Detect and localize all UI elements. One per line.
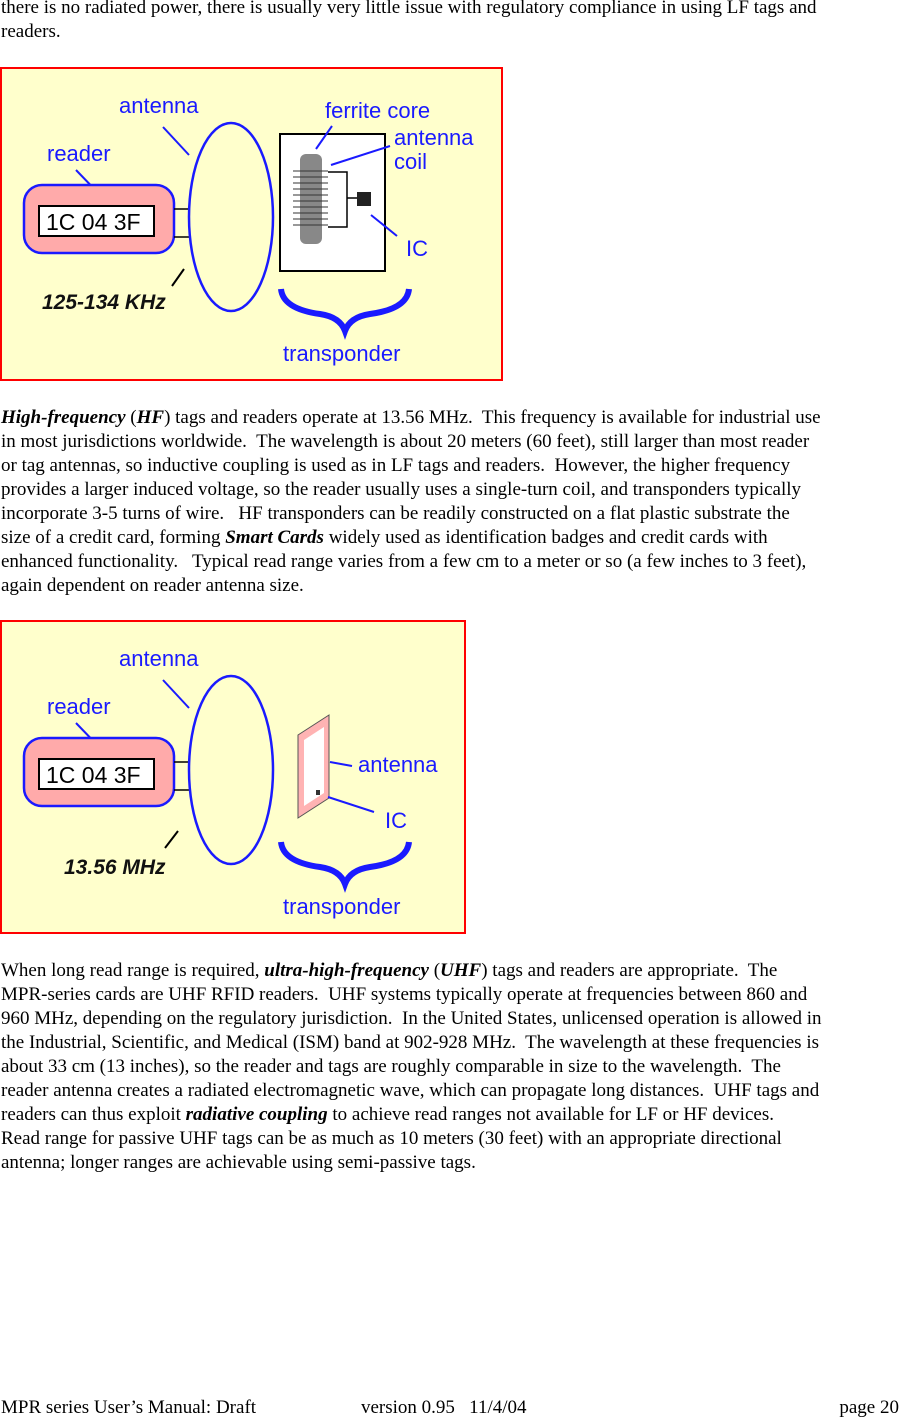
diagram-shape: [304, 727, 324, 806]
diagram-label: antenna: [119, 93, 199, 118]
footer-version: version 0.95 11/4/04: [361, 1397, 527, 1418]
term-smart-cards: Smart Cards: [225, 527, 324, 548]
footer-title: MPR series User’s Manual: Draft: [1, 1397, 257, 1418]
diagram-shape: [316, 790, 320, 795]
diagram-label: ferrite core: [325, 98, 431, 123]
text-line: reader antenna creates a radiated electromagnetic wave, which can propagate long distances. UHF tags and: [1, 1080, 820, 1101]
text-line: the Industrial, Scientific, and Medical (ISM) band at 902-928 MHz. The wavelength at these frequencies is: [1, 1032, 819, 1053]
text-line: there is no radiated power, there is usually very little issue with regulatory compliance in using LF tags and: [1, 0, 817, 18]
term-high-frequency: High-frequency: [1, 407, 126, 428]
text: ) tags and readers operate at 13.56 MHz. This frequency is available for industrial use: [164, 407, 821, 428]
text-line: [1, 959, 777, 983]
diagram-label: transponder: [283, 341, 401, 366]
text-line: Read range for passive UHF tags can be as much as 10 meters (30 feet) with an appropriate directional: [1, 1128, 782, 1149]
term-uhf: UHF: [440, 960, 482, 981]
text-line: provides a larger induced voltage, so the reader usually uses a single-turn coil, and transponders typically: [1, 479, 802, 500]
text-line: MPR-series cards are UHF RFID readers. UHF systems typically operate at frequencies between 860 and: [1, 984, 808, 1005]
term-ultra-high-frequency: ultra-high-frequency: [264, 960, 429, 981]
diagram-label: coil: [394, 149, 428, 174]
diagram-label: antenna: [358, 752, 438, 777]
text-line: readers.: [1, 21, 61, 42]
diagram-label: antenna: [119, 646, 199, 671]
text-line: about 33 cm (13 inches), so the reader and tags are roughly comparable in size to the wavelength. The: [1, 1056, 781, 1077]
text: size of a credit card, forming: [1, 527, 226, 548]
diagram-label: transponder: [283, 894, 401, 919]
text: widely used as identification badges and credit cards with: [323, 527, 768, 548]
term-radiative-coupling: radiative coupling: [185, 1104, 328, 1125]
text: to achieve read ranges not available for LF or HF devices.: [327, 1104, 774, 1125]
text: (: [428, 960, 441, 981]
text-line: [1, 526, 768, 550]
term-hf: HF: [136, 407, 165, 428]
text-line: 960 MHz, depending on the regulatory jurisdiction. In the United States, unlicensed operation is allowed in: [1, 1008, 822, 1029]
text-line: incorporate 3-5 turns of wire. HF transponders can be readily constructed on a flat plastic substrate the: [1, 503, 790, 524]
diagram-label: antenna: [394, 125, 474, 150]
diagram-label: 13.56 MHz: [64, 856, 166, 879]
text: When long read range is required,: [1, 960, 265, 981]
diagram-label: IC: [385, 808, 407, 833]
text-line: [1, 1103, 774, 1127]
text: ) tags and readers are appropriate. The: [481, 960, 778, 981]
text: (: [125, 407, 137, 428]
text-line: or tag antennas, so inductive coupling is used as in LF tags and readers. However, the higher frequency: [1, 455, 791, 476]
lf-diagram: [0, 67, 504, 382]
text-line: enhanced functionality. Typical read range varies from a few cm to a meter or so (a few inches to 3 feet),: [1, 551, 807, 572]
diagram-label: 1C 04 3F: [46, 209, 141, 235]
text: readers can thus exploit: [1, 1104, 186, 1125]
footer-page-number: page 20: [839, 1397, 899, 1418]
diagram-label: 125-134 KHz: [42, 291, 166, 314]
hf-diagram: [0, 620, 467, 935]
diagram-label: reader: [47, 141, 111, 166]
text-line: in most jurisdictions worldwide. The wavelength is about 20 meters (60 feet), still larger than most reader: [1, 431, 810, 452]
text-line: antenna; longer ranges are achievable using semi-passive tags.: [1, 1152, 476, 1173]
diagram-shape: [357, 192, 371, 206]
diagram-label: reader: [47, 694, 111, 719]
diagram-label: 1C 04 3F: [46, 762, 141, 788]
text-line: again dependent on reader antenna size.: [1, 575, 304, 596]
diagram-label: IC: [406, 236, 428, 261]
diagram-shape: [300, 154, 322, 244]
text-line: [1, 406, 821, 430]
